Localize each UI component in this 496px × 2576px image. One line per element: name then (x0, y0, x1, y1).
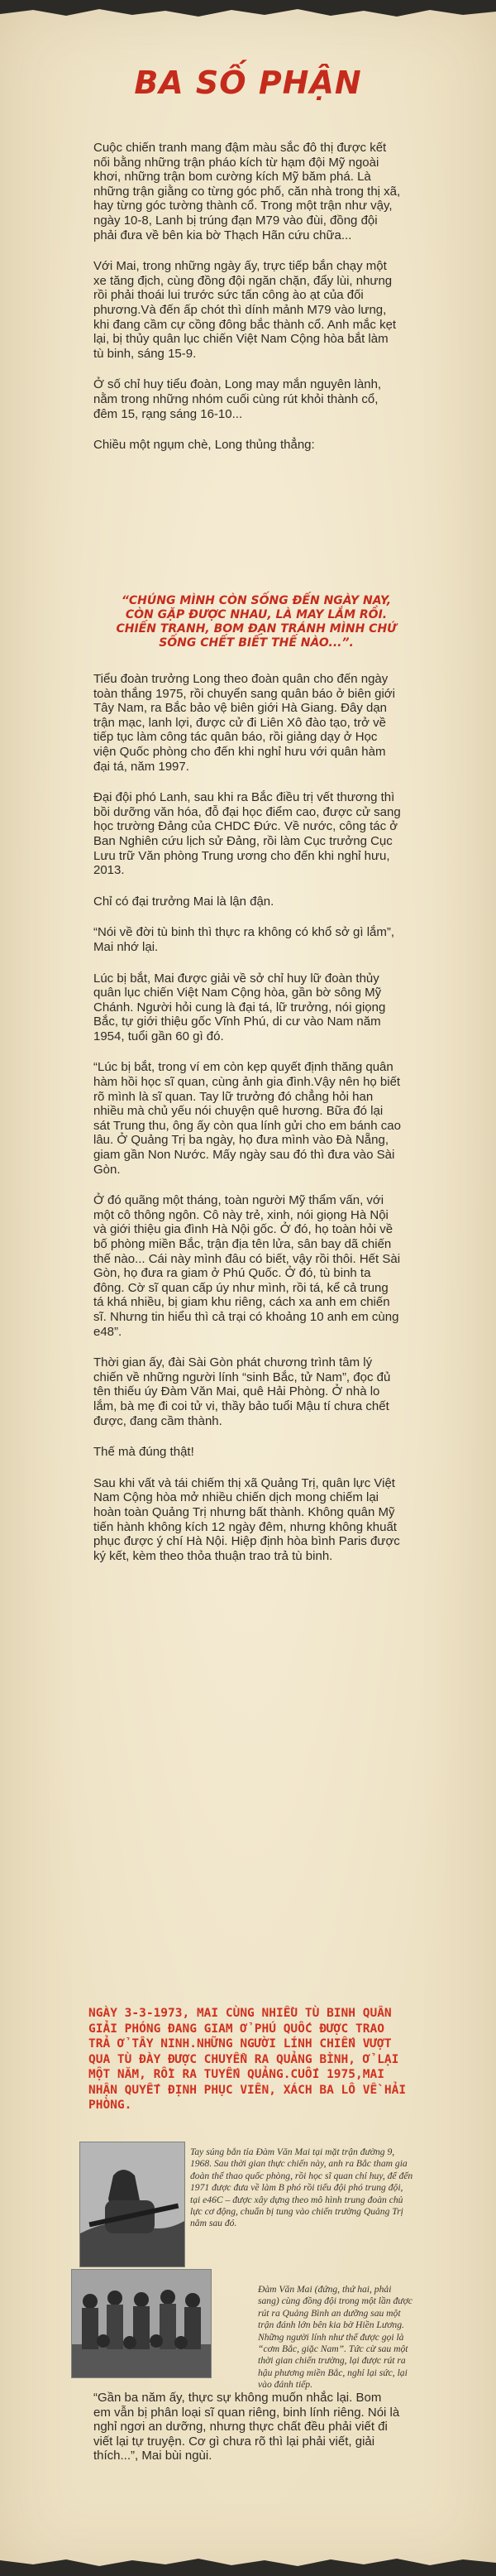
paragraph: Chiều một ngụm chè, Long thủng thẳng: (93, 438, 315, 453)
photo-caption: Tay súng bắn tỉa Đàm Văn Mai tại mặt trận đường 9, 1968. Sau thời gian thực chiến này, anh ra Bắc tham gia đoàn thể thao quốc phòng, rồi học sĩ quan chỉ huy, để đến 1971 được đưa về làm B phó rồi tiểu đội phó trung đội, tại e46C – được xây dựng theo mô hình trung đoàn chủ lực cơ động, chuẩn bị tung vào chiến trường Quảng Trị năm sau đó. (190, 2147, 413, 2229)
paragraph: Với Mai, trong những ngày ấy, trực tiếp bắn chạy một xe tăng địch, cùng đồng đội ngăn chặn, đẩy lùi, nhưng rồi phải thoái lui trước sức tấn công ào ạt của đối phương.Và đến ấp chót thì dính mảnh M79 vào lưng, khi đang cầm cự cồng đông bắc thành cổ. Anh mắc kẹt lại, bị thủy quân lục chiến Việt Nam Cộng hòa bắt làm tù binh, sáng 15-9. (93, 259, 397, 361)
paragraph: Lúc bị bắt, Mai được giải về sở chỉ huy lữ đoàn thủy quân lục chiến Việt Nam Cộng hòa, gần bờ sông Mỹ Chánh. Người hỏi cung là đại tá, lữ trưởng, nói giọng Bắc, tự giới thiệu gốc Vĩnh Phú, di cư vào Nam năm 1954, tuổi gần 60 gì đó. (93, 971, 386, 1043)
paragraph: Cuộc chiến tranh mang đậm màu sắc đô thị được kết nối bằng những trận pháo kích từ hạm đội Mỹ ngoài khơi, những trận bom cường kích Mỹ băm phá. Là những trận giằng co từng góc phố, căn nhà trong thị xã, hay từng góc tường thành cổ. Trong một trận như vậy, ngày 10-8, Lanh bị trúng đạn M79 vào đùi, đồng đội phải đưa về bên kia bờ Thạch Hãn cứu chữa... (93, 141, 401, 242)
paragraph: Tiểu đoàn trưởng Long theo đoàn quân cho đến ngày toàn thắng 1975, rồi chuyển sang quân báo ở biên giới Tây Nam, ra Bắc bảo vệ biên giới Hà Giang. Đây dạn trận mạc, lanh lợi, được cử đi Liên Xô đào tạo, trở về tiếp tục làm công tác quân báo, rồi giảng dạy ở Học viện Quốc phòng cho đến khi nghỉ hưu với quân hàm đại tá, năm 1997. (93, 672, 395, 774)
article-body-middle (93, 672, 401, 1580)
torn-paper-edge-bottom (0, 2543, 496, 2576)
sniper-photo-image (80, 2142, 184, 2267)
paragraph: “Lúc bị bắt, trong ví em còn kẹp quyết định thăng quân hàm hồi học sĩ quan, cùng ảnh gia đình.Vậy nên họ biết rõ mình là sĩ quan. Tay lữ trưởng đó chẳng hỏi han nhiều mà chủ yếu nói chuyện quê hương. Bữa đó lại sát Trung thu, ông ấy còn qua lính gửi cho em bánh cao lâu. Ở Quảng Trị ba ngày, họ đưa mình vào Đà Nẵng, giam gần Non Nước. Mấy ngày sau đó thì đưa vào Sài Gòn. (93, 1060, 401, 1177)
torn-paper-edge-top (0, 0, 496, 33)
photo-caption: Đàm Văn Mai (đứng, thứ hai, phải sang) cùng đồng đội trong một lần được rút ra Quảng Bình an dưỡng sau một trận đánh lớn bên kia bờ Hiền Lương. Những người lính như thế được gọi là “cơm Bắc, giặc Nam”. Tức cừ sau một thời gian chiến trường, lại được rút ra hậu phương miền Bắc, nghỉ lại sức, lại vào đánh tiếp. (258, 2284, 413, 2391)
article-title: BA SỐ PHẬN (134, 65, 362, 101)
paragraph: Ở số chỉ huy tiểu đoàn, Long may mắn nguyên lành, nằm trong những nhóm cuối cùng rút khỏi thành cổ, đêm 15, rạng sáng 16-10... (93, 377, 382, 421)
highlight-callout: NGÀY 3-3-1973, MAI CÙNG NHIỀU TÙ BINH QUÂN GIẢI PHÓNG ĐANG GIAM Ở PHÚ QUỐC ĐƯỢC TRAO TRẢ Ở TÂY NINH.NHỮNG NGƯỜI LÍNH CHIẾN VƯỢT QUA TÙ ĐÀY ĐƯỢC CHUYỂN RA QUẢNG BÌNH, Ở LẠI MỘT NĂM, RỒI RA TUYẾN QUẢNG.CUỐI 1975,MAI NHẬN QUYẾT ĐỊNH PHỤC VIÊN, XÁCH BA LÔ VỀ HẢI PHÒNG. (88, 2007, 407, 2112)
sniper-photo (79, 2142, 185, 2267)
soldiers-group-photo (71, 2269, 212, 2378)
paragraph: Thời gian ấy, đài Sài Gòn phát chương trình tâm lý chiến về những người lính “sinh Bắc, tử Nam”, đọc đủ tên thiếu úy Đàm Văn Mai, quê Hải Phòng. Ở nhà lo lắm, bà mẹ đi coi tử vi, thầy bảo tuổi Mậu tí chưa chết được, đang cầm thành. (93, 1355, 391, 1428)
pull-quote: “CHÚNG MÌNH CÒN SỐNG ĐẾN NGÀY NAY, CÒN GẶP ĐƯỢC NHAU, LÀ MAY LẮM RỒI. CHIẾN TRANH, BOM ĐẠN TRÁNH MÌNH CHỨ SỐNG CHẾT BIẾT THẾ NÀO...”. (116, 594, 397, 650)
paragraph: Đại đội phó Lanh, sau khi ra Bắc điều trị vết thương thì bồi dưỡng văn hóa, đỗ đại học điểm cao, được cử sang học trường Đảng của CHDC Đức. Về nước, công tác ở Ban Nghiên cứu lịch sử Đảng, rồi làm Cục trưởng Cục Lưu trữ Văn phòng Trung ương cho đến khi nghỉ hưu, 2013. (93, 790, 401, 878)
paragraph: Ở đó quãng một tháng, toàn người Mỹ thẩm vấn, với một cô thông ngôn. Cô này trẻ, xinh, nói giọng Hà Nội và giới thiệu gia đình Hà Nội gốc. Ở đó, họ toàn hỏi về bố phòng miền Bắc, trận địa tên lửa, sân bay dã chiến thế nào... Cái này mình đâu có biết, vậy rồi thôi. Hết Sài Gòn, họ đưa ra giam ở Phú Quốc. Ở đó, tù binh ta đông. Cờ sĩ quan cấp úy như mình, rồi tá, kể cả trung tá khá nhiều, bị giam khu riêng, cách xa anh em chiến sĩ. Nhưng tin hiểu thì cả trại có khoảng 10 anh em cùng e48”. (93, 1193, 401, 1339)
closing-paragraph: “Gần ba năm ấy, thực sự không muốn nhắc lại. Bom em vẫn bị phân loại sĩ quan riêng, binh lính riêng. Nói là nghỉ ngơi an dưỡng, nhưng thực chất đều phải viết đi viết lại tự truyện. Cơ gì chưa rõ thì lại phải viết, giải thích...”, Mai bùi ngùi. (93, 2391, 400, 2463)
paragraph: Chỉ có đại trưởng Mai là lận đận. (93, 894, 274, 909)
paragraph: “Nói về đời tù binh thì thực ra không có khổ sở gì lắm”, Mai nhớ lại. (93, 925, 395, 954)
paragraph: Thế mà đúng thật! (93, 1445, 194, 1460)
article-body-top (93, 141, 401, 469)
article-body-closing (93, 2391, 401, 2480)
soldiers-group-photo-image (72, 2270, 211, 2377)
paragraph: Sau khi vất và tái chiếm thị xã Quảng Trị, quân lực Việt Nam Cộng hòa mở nhiều chiến dịch mong chiếm lại hoàn toàn Quảng Trị nhưng bất thành. Không quân Mỹ tiến hành không kích 12 ngày đêm, nhưng không khuất phục được ý chí Hà Nội. Hiệp định hòa bình Paris được ký kết, kèm theo thỏa thuận trao trả tù binh. (93, 1475, 400, 1563)
